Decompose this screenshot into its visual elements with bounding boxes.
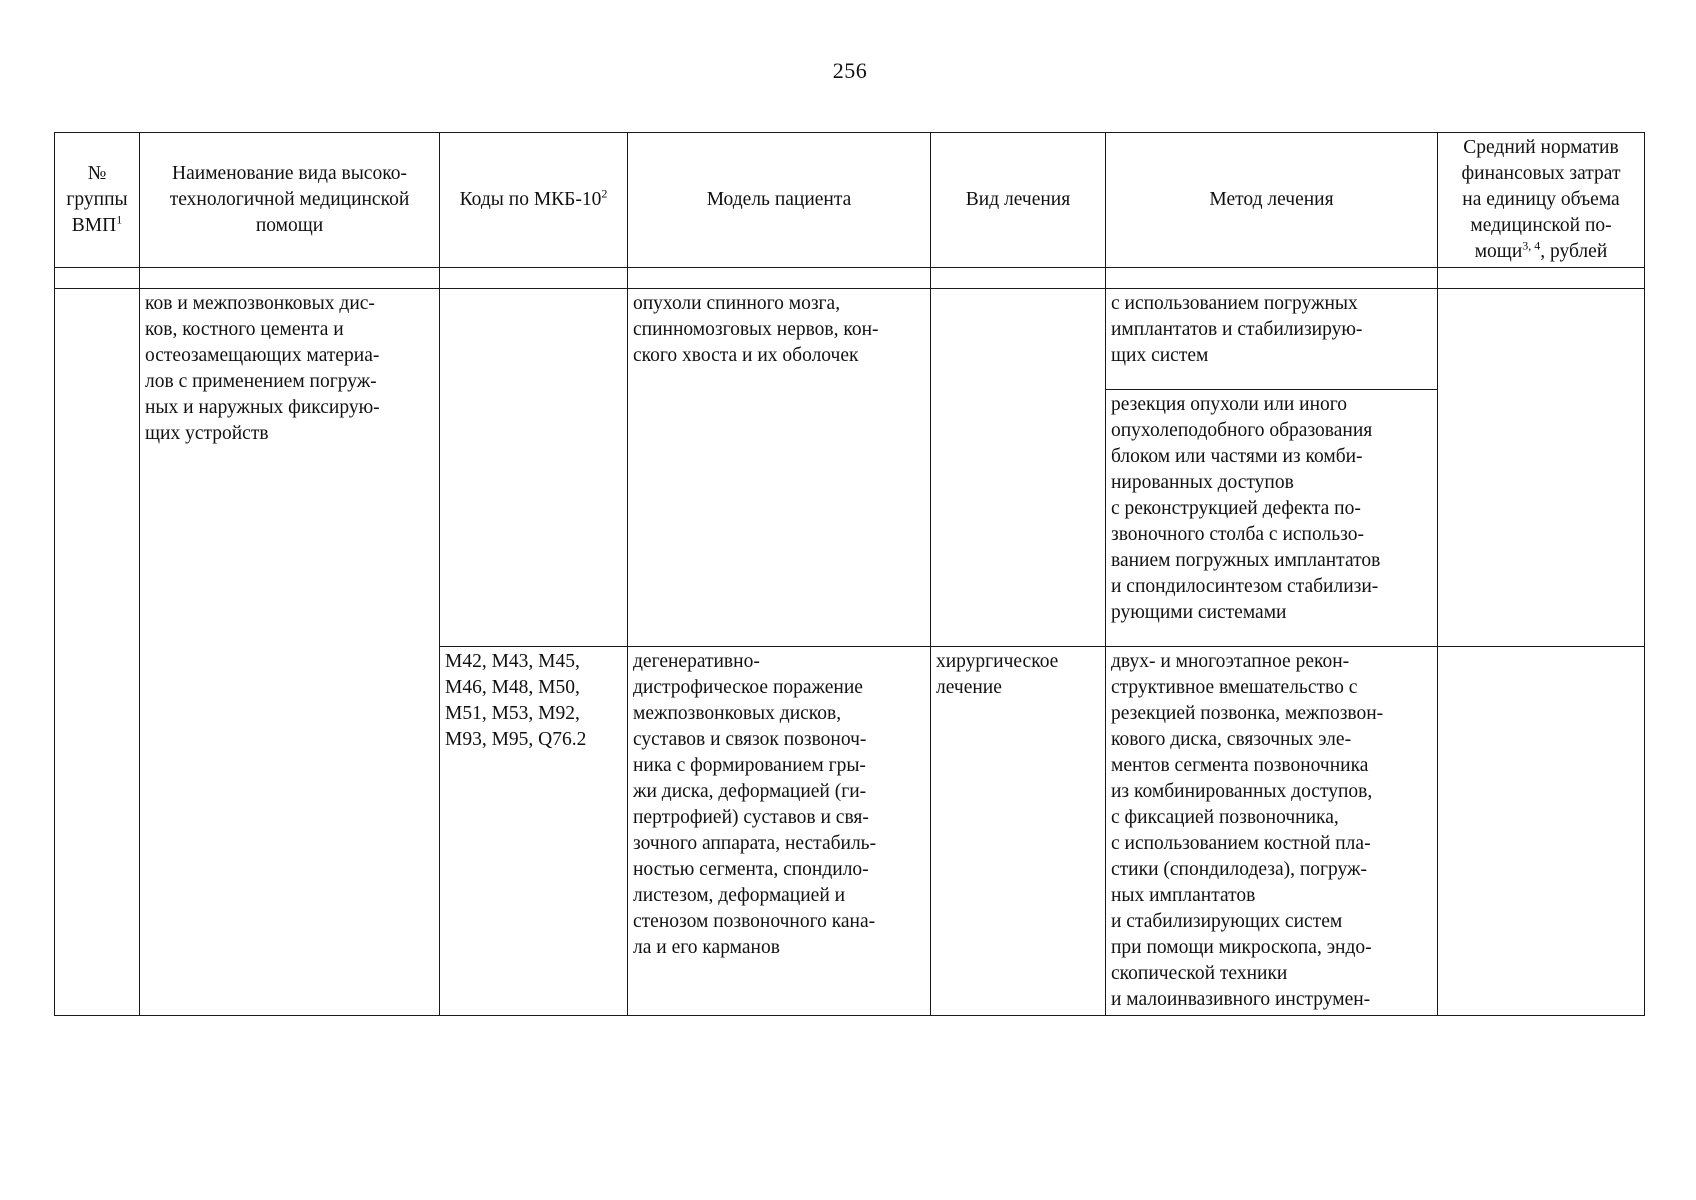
header-group-no: № группы ВМП$^1$ <box>55 133 140 268</box>
header-cost: Средний норматив финансовых затрат на единицу объема медицинской по- мощи$^{3, 4}$, рублей <box>1438 133 1645 268</box>
vmp-table <box>54 132 1645 1016</box>
table-row <box>55 289 1645 390</box>
cell-method-1: с использованием погружных имплантатов и стабилизирую- щих систем <box>1106 289 1438 390</box>
spacer-row <box>55 268 1645 289</box>
page-number: 256 <box>832 58 868 83</box>
cell-treatment-type-1 <box>931 289 1106 647</box>
cell-codes-1 <box>440 289 628 647</box>
cell-codes-3: M42, M43, M45, M46, M48, M50, M51, M53, M92, M93, M95, Q76.2 <box>440 647 628 1016</box>
cell-name: ков и межпозвонковых дис- ков, костного цемента и остеозамещающих материа- лов с применением погруж- ных и наружных фиксирую- щих устройств <box>140 289 440 1016</box>
header-name: Наименование вида высоко- технологичной медицинской помощи <box>140 133 440 268</box>
cell-method-2: резекция опухоли или иного опухолеподобного образования блоком или частями из комби- нированных доступов с реконструкцией дефекта по- звоночного столба с использо- ванием погружных имплантатов и спондилосинтезом стабилизи- рующими системами <box>1106 390 1438 647</box>
header-treatment-type: Вид лечения <box>931 133 1106 268</box>
cell-group-no <box>55 289 140 1016</box>
cell-method-3: двух- и многоэтапное рекон- структивное вмешательство с резекцией позвонка, межпозвон- кового диска, связочных эле- ментов сегмента позвоночника из комбинированных доступов, с фиксацией позвоночника, с использованием костной пла- стики (спондилодеза), погруж- ных имплантатов и стабилизирующих систем при помощи микроскопа, эндо- скопической техники и малоинвазивного инструмен- <box>1106 647 1438 1016</box>
cell-patient-model-1: опухоли спинного мозга, спинномозговых нервов, кон- ского хвоста и их оболочек <box>628 289 931 647</box>
cell-cost-3 <box>1438 647 1645 1016</box>
cell-treatment-type-3: хирургическое лечение <box>931 647 1106 1016</box>
header-row <box>55 133 1645 268</box>
header-patient-model: Модель пациента <box>628 133 931 268</box>
cell-patient-model-3: дегенеративно- дистрофическое поражение межпозвонковых дисков, суставов и связок позвоноч- ника с формированием гры- жи диска, деформацией (ги- пертрофией) суставов и свя- зочного аппарата, нестабиль- ностью сегмента, спондило- листезом, деформацией и стенозом позвоночного кана- ла и его карманов <box>628 647 931 1016</box>
header-codes: Коды по МКБ-$10^2$ <box>440 133 628 268</box>
header-treatment-method: Метод лечения <box>1106 133 1438 268</box>
cell-cost-1 <box>1438 289 1645 647</box>
